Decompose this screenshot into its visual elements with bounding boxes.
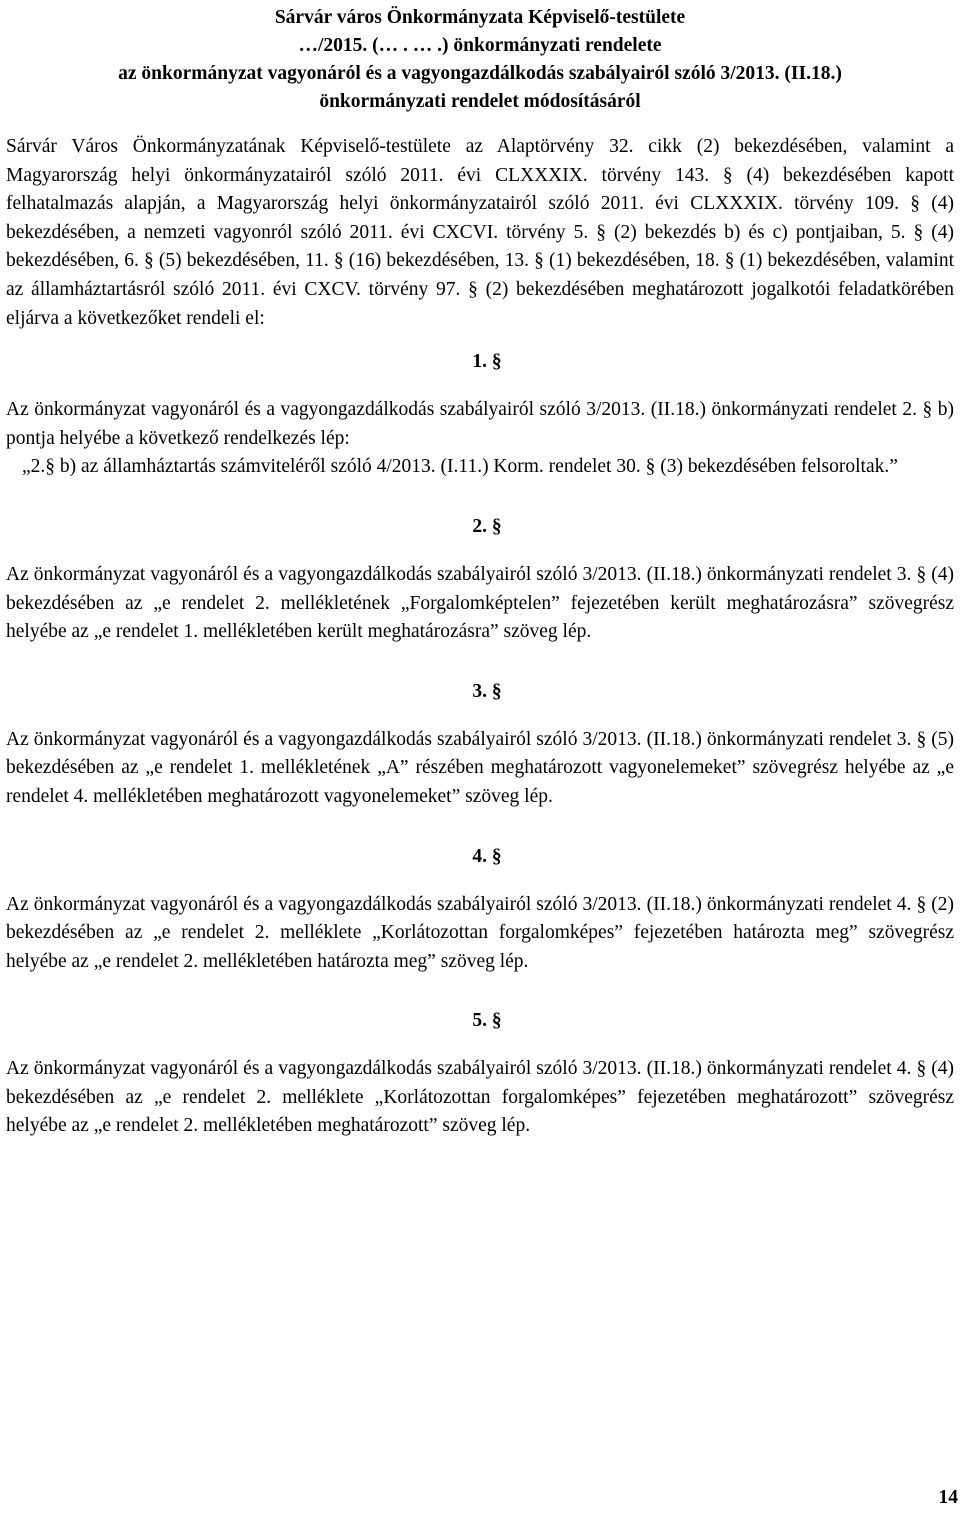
section-text-4: Az önkormányzat vagyonáról és a vagyongazdálkodás szabályairól szóló 3/2013. (II.18.) önkormányzati rendelet 4. § (2) bekezdésében az „e rendelet 2. melléklete „Korlátozottan forgalomképes” fejezetében határozta meg” szövegrész helyébe az „e rendelet 2. mellékletében határozta meg” szöveg lép. xyxy=(6,893,954,972)
section-text-2: Az önkormányzat vagyonáról és a vagyongazdálkodás szabályairól szóló 3/2013. (II.18.) önkormányzati rendelet 3. § (4) bekezdésében az „e rendelet 2. mellékletének „Forgalomképtelen” fejezetében került meghatározásra” szövegrész helyébe az „e rendelet 1. mellékletében került meghatározásra” szöveg lép. xyxy=(6,563,954,643)
section-heading-4: 4. § xyxy=(472,845,502,867)
section-heading-5: 5. § xyxy=(472,1010,502,1032)
title-line-2: …/2015. (… . … .) önkormányzati rendelete xyxy=(298,35,662,56)
section-text-1: Az önkormányzat vagyonáról és a vagyongazdálkodás szabályairól szóló 3/2013. (II.18.) önkormányzati rendelet 2. § b) pontja helyébe a következő rendelkezés lép: xyxy=(6,399,954,449)
title-line-1: Sárvár város Önkormányzata Képviselő-testülete xyxy=(274,7,686,28)
section-quote-1: „2.§ b) az államháztartás számviteléről szóló 4/2013. (I.11.) Korm. rendelet 30. § (3) bekezdésében felsoroltak.” xyxy=(22,456,898,478)
section-text-5: Az önkormányzat vagyonáról és a vagyongazdálkodás szabályairól szóló 3/2013. (II.18.) önkormányzati rendelet 4. § (4) bekezdésében az „e rendelet 2. melléklete „Korlátozottan forgalomképes” fejezetében meghatározott” szövegrész helyébe az „e rendelet 2. mellékletében meghatározott” szöveg lép. xyxy=(6,1058,954,1137)
section-text-3: Az önkormányzat vagyonáról és a vagyongazdálkodás szabályairól szóló 3/2013. (II.18.) önkormányzati rendelet 3. § (5) bekezdésében az „e rendelet 1. mellékletének „A” részében meghatározott vagyonelemeket” szövegrész helyébe az „e rendelet 4. mellékletében meghatározott vagyonelemeket” szöveg lép. xyxy=(6,728,954,807)
section-heading-2: 2. § xyxy=(472,515,502,537)
title-line-4: önkormányzati rendelet módosításáról xyxy=(319,91,641,112)
document-title xyxy=(6,4,954,116)
title-line-3: az önkormányzat vagyonáról és a vagyongazdálkodás szabályairól szóló 3/2013. (II.18.) xyxy=(118,63,842,84)
section-heading-3: 3. § xyxy=(472,680,502,702)
document-page xyxy=(6,0,954,1141)
preamble-paragraph: Sárvár Város Önkormányzatának Képviselő-testülete az Alaptörvény 32. cikk (2) bekezdésében, valamint a Magyarország helyi önkormányzatairól szóló 2011. évi CLXXXIX. törvény 143. § (4) bekezdésében kapott felhatalmazás alapján, a Magyarország helyi önkormányzatairól szóló 2011. évi CLXXXIX. törvény 109. § (4) bekezdésében, a nemzeti vagyonról szóló 2011. évi CXCVI. törvény 5. § (2) bekezdés b) és c) pontjaiban, 5. § (4) bekezdésében, 6. § (5) bekezdésében, 11. § (16) bekezdésében, 13. § (1) bekezdésében, 18. § (1) bekezdésében, valamint az államháztartásról szóló 2011. évi CXCV. törvény 97. § (2) bekezdésében meghatározott jogalkotói feladatkörében eljárva a következőket rendeli el: xyxy=(6,136,954,329)
section-heading-1: 1. § xyxy=(472,351,502,373)
page-number: 14 xyxy=(938,1487,958,1508)
